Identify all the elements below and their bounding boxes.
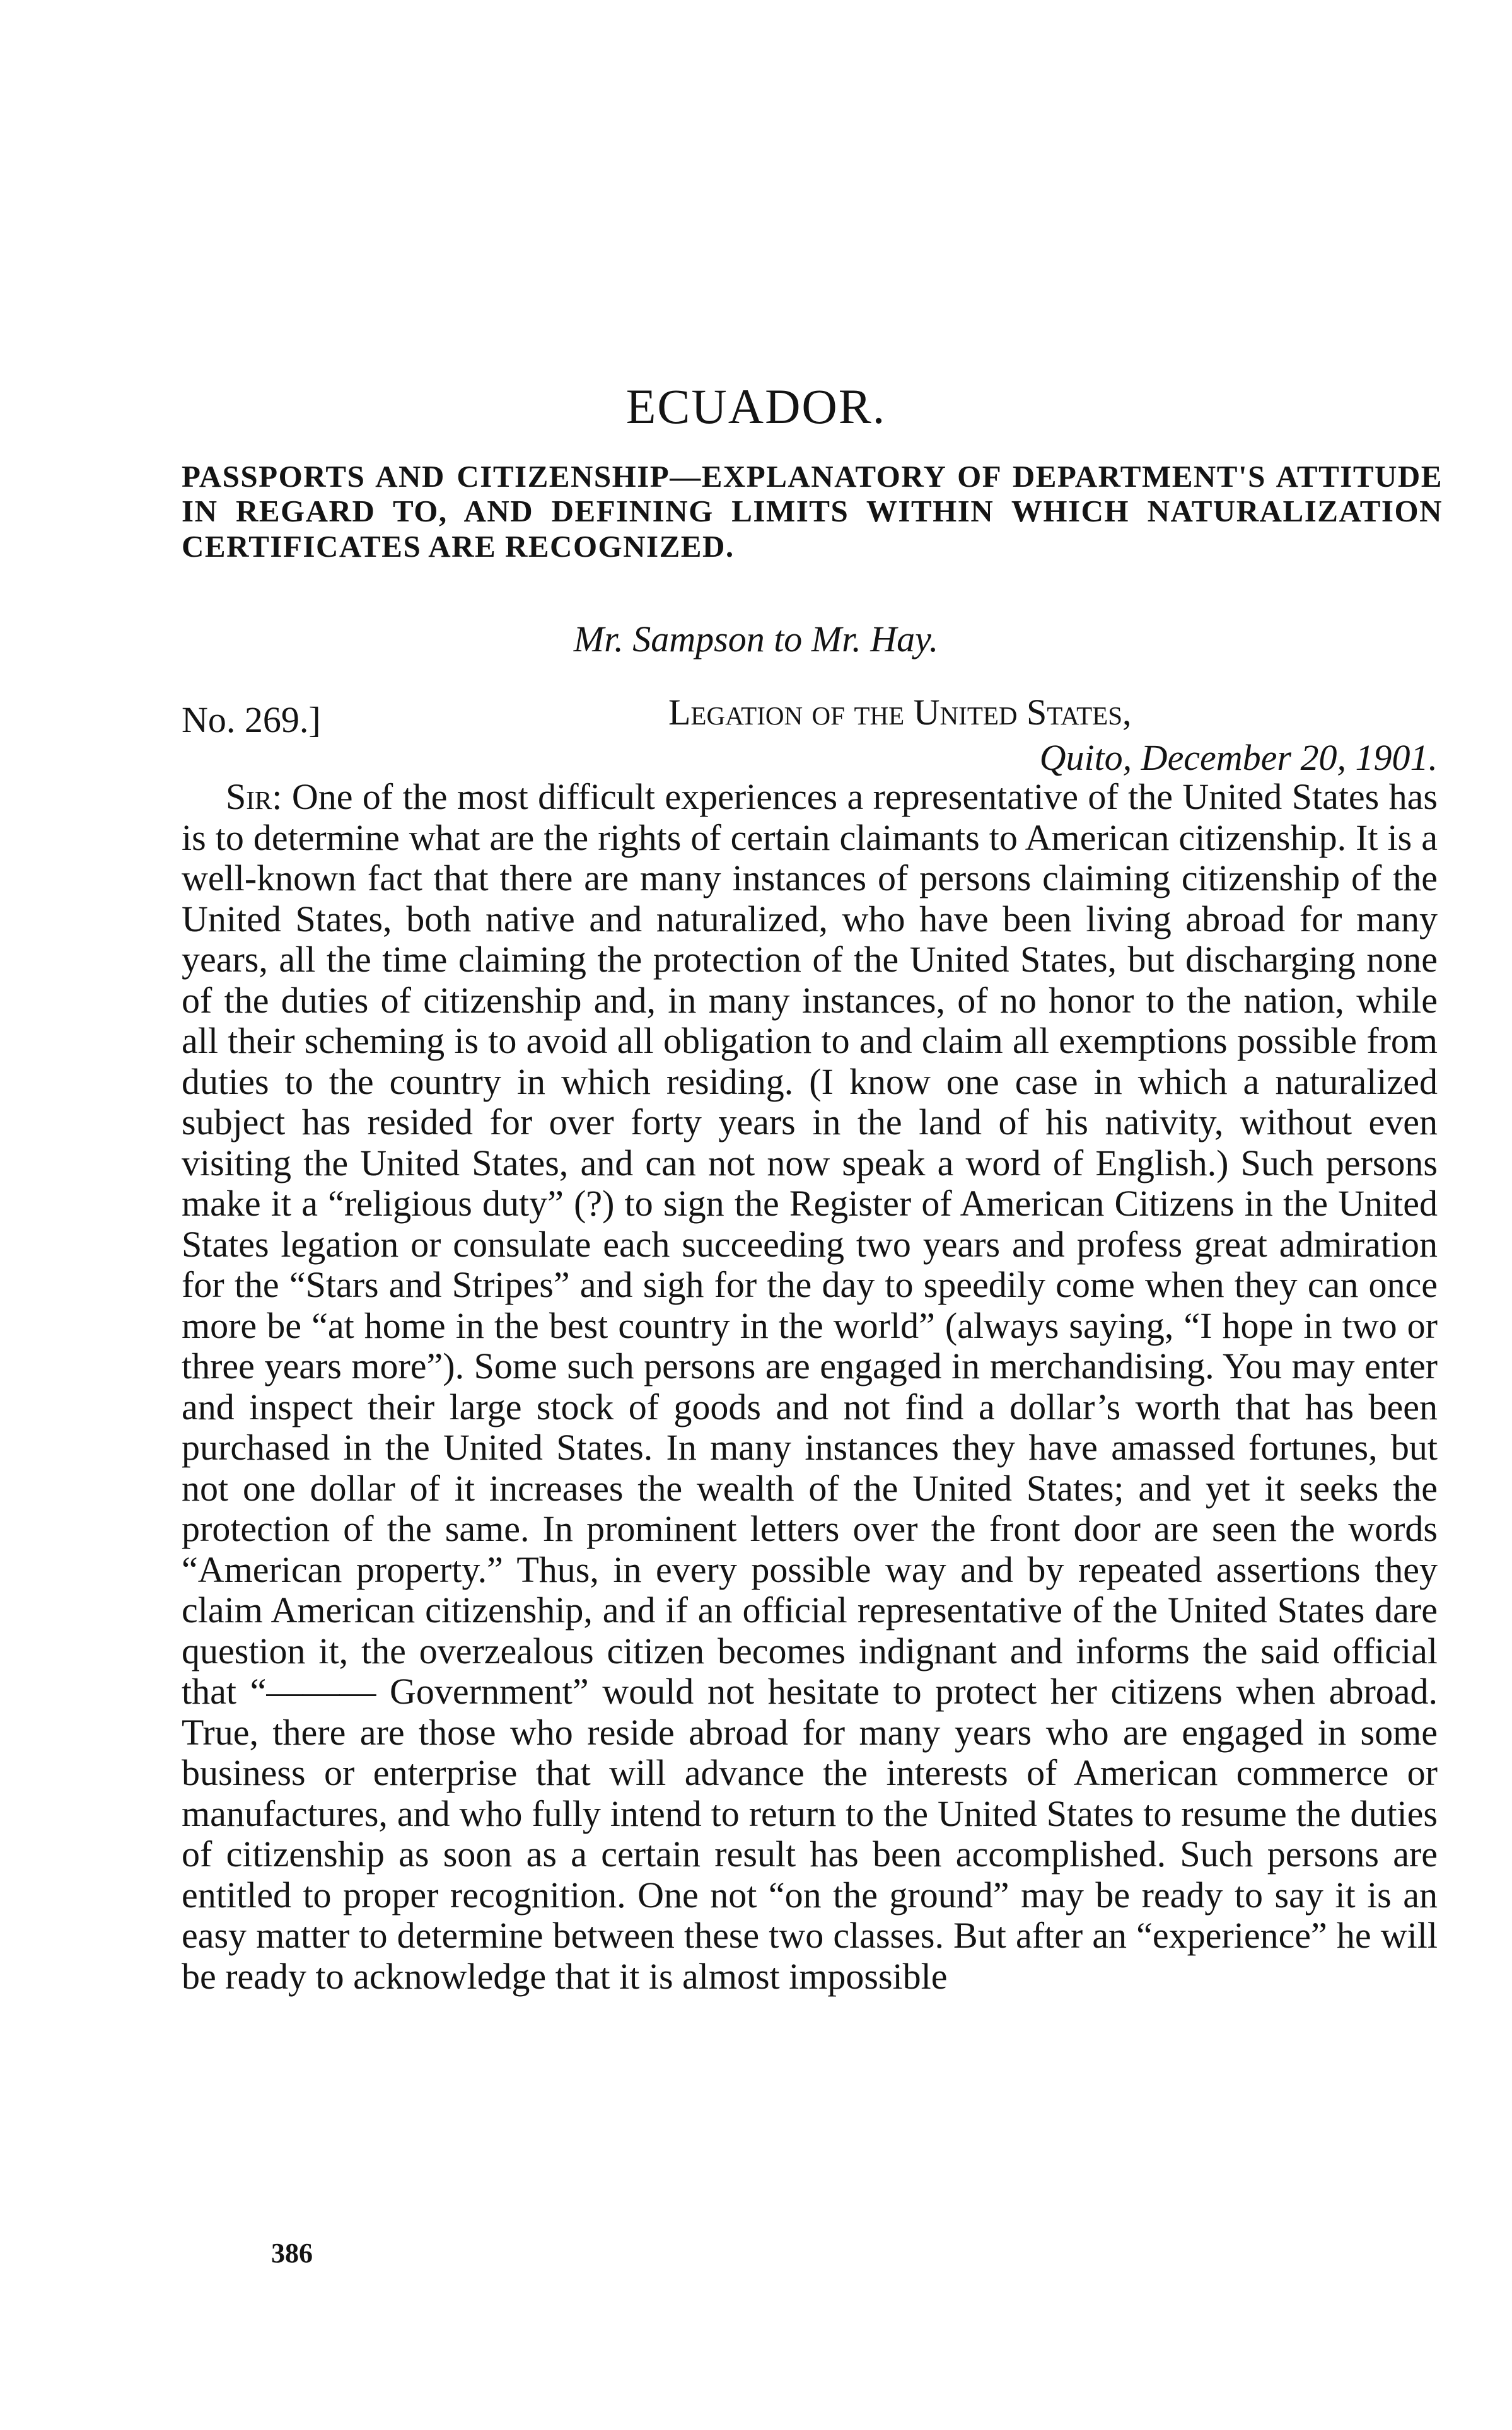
page-number: 386 [271, 2238, 313, 2269]
country-heading: ECUADOR. [625, 379, 887, 434]
letter-body [182, 777, 1438, 1997]
salutation: Sir: [226, 776, 282, 817]
sender-place: Legation of the United States, [668, 692, 1132, 733]
date-line: Quito, December 20, 1901. [1039, 737, 1438, 778]
body-text: One of the most difficult experiences a representative of the United States has is to determine what are the rights of certain claimants to American citizenship. It is a well-known fact that there are many instances of persons claiming citizenship of the United States, both native and naturalized, who have been living abroad for many years, all the time claiming the protection of the United States, but discharging none of the duties of citizenship and, in many instances, of no honor to the nation, while all their scheming is to avoid all obligation to and claim all exemptions possible from duties to the country in which residing. (I know one case in which a naturalized subject has resided for over forty years in the land of his nativity, without even visiting the United States, and can not now speak a word of English.) Such persons make it a “religious duty” (?) to sign the Register of American Citizens in the United States legation or consulate each succeeding two years and profess great admiration for the “Stars and Stripes” and sigh for the day to speedily come when they can once more be “at home in the best country in the world” (always saying, “I hope in two or three years more”). Some such persons are engaged in merchandising. You may enter and inspect their large stock of goods and not find a dollar’s worth that has been purchased in the United States. In many instances they have amassed fortunes, but not one dollar of it increases the wealth of the United States; and yet it seeks the protection of the same. In prominent letters over the front door are seen the words “American property.” Thus, in every possible way and by repeated assertions they claim American citizenship, and if an official representative of the United States dare question it, the overzealous citizen becomes indignant and informs the said official that “——— Government” would not hesitate to protect her citizens when abroad. True, there are those who reside abroad for many years who are engaged in some business or enterprise that will advance the interests of American commerce or manufactures, and who fully intend to return to the United States to resume the duties of citizenship as soon as a certain result has been accomplished. Such persons are entitled to proper recognition. One not “on the ground” may be ready to say it is an easy matter to determine between these two classes. But after an “experience” he will be ready to acknowledge that it is almost impossible [182, 776, 1438, 1997]
correspondents-line: Mr. Sampson to Mr. Hay. [573, 619, 939, 660]
document-number: No. 269.] [182, 699, 321, 740]
subject-heading: PASSPORTS AND CITIZENSHIP—EXPLANATORY OF DEPARTMENT'S ATTITUDE IN REGARD TO, AND DEFINING LIMITS WITHIN WHICH NATURALIZATION CERTIFICATES ARE RECOGNIZED. [182, 459, 1443, 564]
